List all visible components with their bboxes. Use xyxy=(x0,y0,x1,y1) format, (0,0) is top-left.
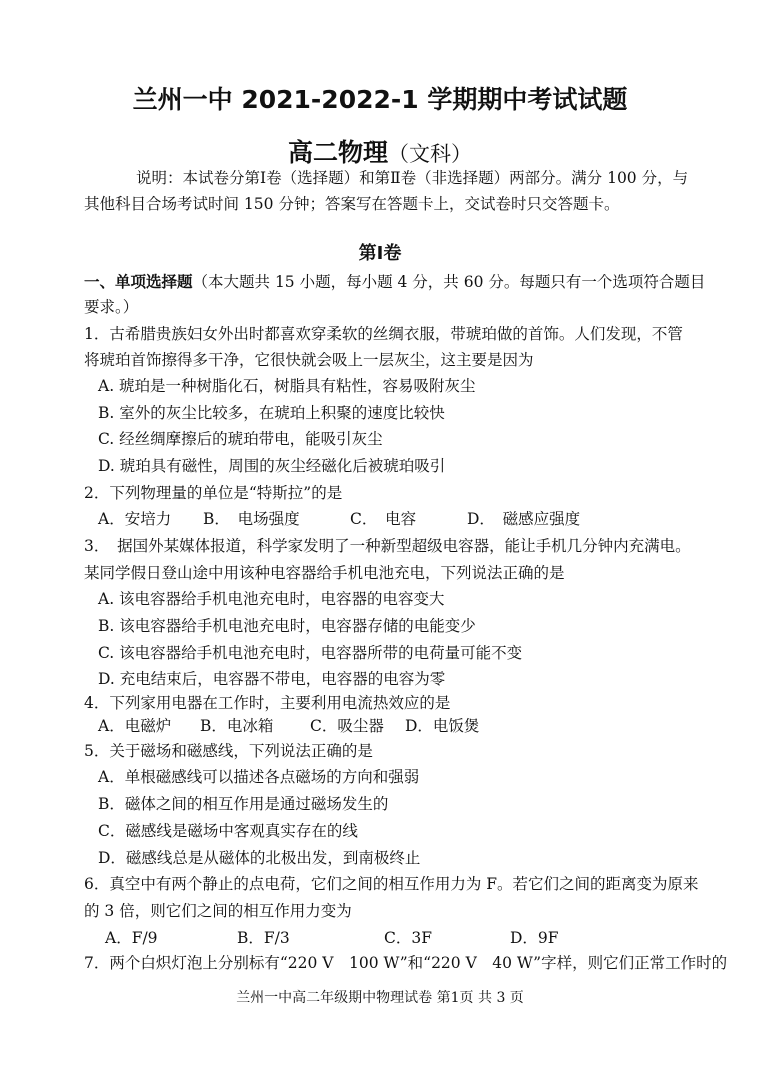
q5-option-c: C．磁感线是磁场中客观真实存在的线 xyxy=(98,822,358,840)
instructions-line-1: 说明：本试卷分第Ⅰ卷（选择题）和第Ⅱ卷（非选择题）两部分。满分 100 分，与 xyxy=(136,169,689,187)
q6-option-a: A．F/9 xyxy=(105,929,158,947)
q6-option-b: B．F/3 xyxy=(237,929,290,947)
subject-note: （文科） xyxy=(388,142,472,166)
section-heading-text: （本大题共 15 小题，每小题 4 分，共 60 分。每题只有一个选项符合题目 xyxy=(192,273,706,291)
q1-stem-line-2: 将琥珀首饰擦得多干净，它很快就会吸上一层灰尘，这主要是因为 xyxy=(84,351,534,369)
q4-option-b: B．电冰箱 xyxy=(200,717,274,735)
q6-option-c: C．3F xyxy=(384,929,432,947)
q3-stem-line-2: 某同学假日登山途中用该种电容器给手机电池充电，下列说法正确的是 xyxy=(84,564,565,582)
page-footer: 兰州一中高二年级期中物理试卷 第1页 共 3 页 xyxy=(236,990,524,1006)
q2-option-a: A．安培力 xyxy=(98,510,172,528)
instructions-line-2: 其他科目合场考试时间 150 分钟；答案写在答题卡上，交试卷时只交答题卡。 xyxy=(84,195,620,213)
exam-title: 兰州一中 2021-2022-1 学期期中考试试题 xyxy=(132,85,628,114)
q6-stem-line-1: 6．真空中有两个静止的点电荷，它们之间的相互作用力为 F。若它们之间的距离变为原来 xyxy=(84,875,699,893)
q1-option-b: B. 室外的灰尘比较多，在琥珀上积聚的速度比较快 xyxy=(98,404,445,422)
q4-option-c: C．吸尘器 xyxy=(310,717,384,735)
q5-option-d: D．磁感线总是从磁体的北极出发，到南极终止 xyxy=(98,849,421,867)
q4-stem: 4．下列家用电器在工作时，主要利用电流热效应的是 xyxy=(84,694,451,712)
section-heading-label: 一、单项选择题 xyxy=(84,272,193,291)
q2-option-b: B． 电场强度 xyxy=(203,510,300,528)
q1-option-d: D. 琥珀具有磁性，周围的灰尘经磁化后被琥珀吸引 xyxy=(98,457,446,475)
q3-option-d: D. 充电结束后，电容器不带电，电容器的电容为零 xyxy=(98,670,446,688)
q5-option-b: B．磁体之间的相互作用是通过磁场发生的 xyxy=(98,795,389,813)
q2-stem: 2．下列物理量的单位是“特斯拉”的是 xyxy=(84,484,343,502)
q7-stem: 7．两个白炽灯泡上分别标有“220 V 100 W”和“220 V 40 W”字样，则它们正常工作时的 xyxy=(84,954,728,972)
q5-option-a: A．单根磁感线可以描述各点磁场的方向和强弱 xyxy=(98,768,420,786)
q4-option-d: D．电饭煲 xyxy=(405,717,480,735)
q4-option-a: A．电磁炉 xyxy=(98,717,172,735)
q5-stem: 5．关于磁场和磁感线，下列说法正确的是 xyxy=(84,742,373,760)
q2-option-c: C． 电容 xyxy=(350,510,417,528)
q3-option-c: C. 该电容器给手机电池充电时，电容器所带的电荷量可能不变 xyxy=(98,644,523,662)
q3-stem-line-1: 3． 据国外某媒体报道，科学家发明了一种新型超级电容器，能让手机几分钟内充满电。 xyxy=(84,537,691,555)
q3-option-b: B. 该电容器给手机电池充电时，电容器存储的电能变少 xyxy=(98,617,476,635)
q1-option-a: A. 琥珀是一种树脂化石，树脂具有粘性，容易吸附灰尘 xyxy=(98,377,476,395)
q6-stem-line-2: 的 3 倍，则它们之间的相互作用力变为 xyxy=(84,902,352,920)
section-title: 第Ⅰ卷 xyxy=(358,243,402,264)
subject-heading xyxy=(0,133,760,169)
q2-option-d: D． 磁感应强度 xyxy=(467,510,581,528)
section-heading-cont: 要求。） xyxy=(84,298,139,316)
subject-name: 高二物理 xyxy=(287,138,388,167)
section-heading xyxy=(0,268,760,295)
q1-option-c: C. 经丝绸摩擦后的琥珀带电，能吸引灰尘 xyxy=(98,430,383,448)
q1-stem-line-1: 1．古希腊贵族妇女外出时都喜欢穿柔软的丝绸衣服，带琥珀做的首饰。人们发现，不管 xyxy=(84,325,683,343)
q6-option-d: D．9F xyxy=(510,929,559,947)
q3-option-a: A. 该电容器给手机电池充电时，电容器的电容变大 xyxy=(98,590,445,608)
